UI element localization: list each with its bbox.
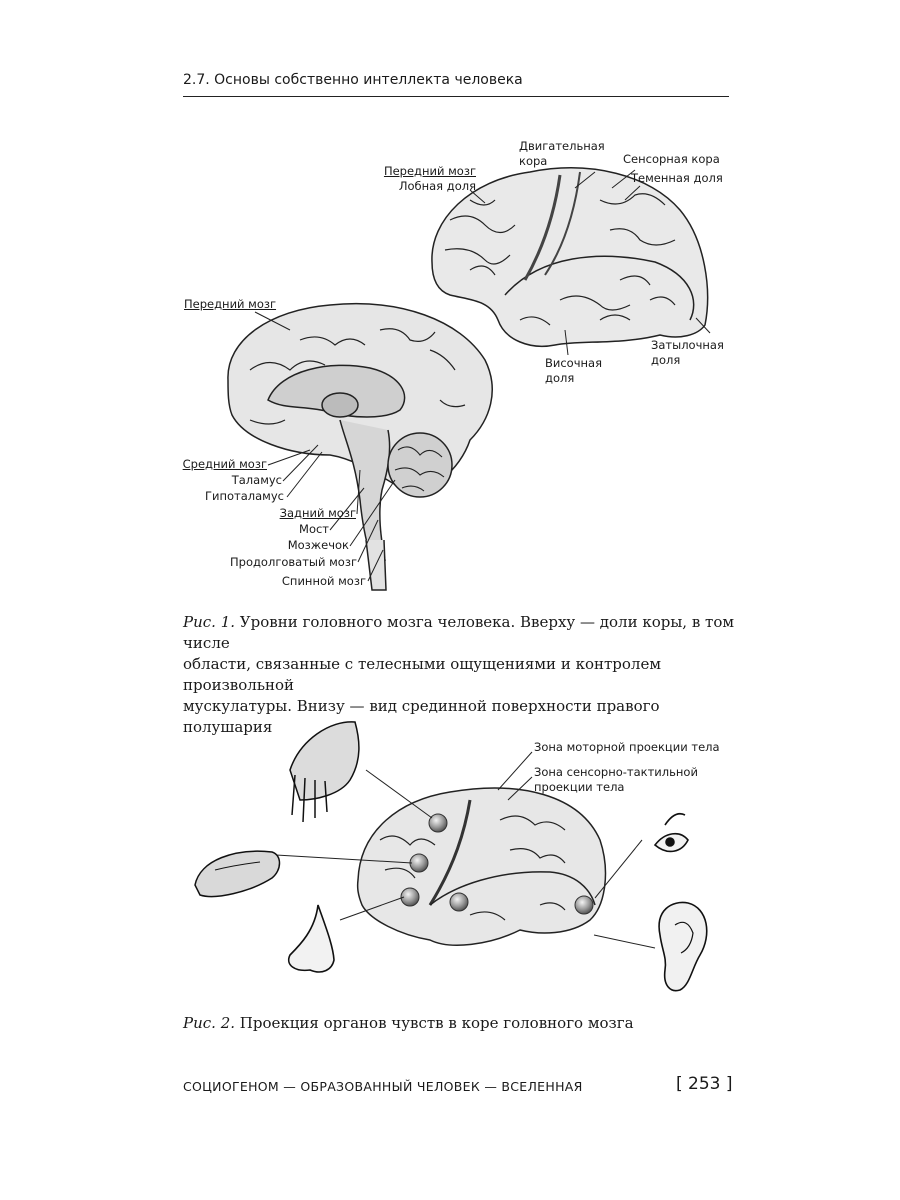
label-medulla: Продолговатый мозг <box>230 555 357 569</box>
nose-icon <box>289 905 334 972</box>
label-midbrain: Средний мозг <box>182 457 267 471</box>
label-frontal-lobe: Лобная доля <box>398 179 476 193</box>
label-hindbrain: Задний мозг <box>279 506 356 520</box>
figure1-caption-prefix: Рис. 1. <box>183 613 236 631</box>
label-cerebellum: Мозжечок <box>287 538 349 552</box>
label-sensory-projection-zone-2: проекции тела <box>534 780 625 794</box>
tongue-icon <box>195 851 280 896</box>
figure1-caption-line2: области, связанные с телесными ощущениями и контролем произвольной <box>183 655 661 694</box>
label-sensory-projection-zone-1: Зона сенсорно-тактильной <box>534 765 698 779</box>
label-motor-cortex-2: кора <box>519 154 548 168</box>
label-forebrain-bottom: Передний мозг <box>184 297 277 311</box>
label-temporal-lobe-1: Височная <box>545 356 603 370</box>
eye-icon <box>655 814 688 852</box>
label-temporal-lobe-2: доля <box>545 371 575 385</box>
label-motor-projection-zone: Зона моторной проекции тела <box>534 740 720 754</box>
figure2-caption-text: Проекция органов чувств в коре головного мозга <box>235 1014 634 1032</box>
figure1-caption-line1: Уровни головного мозга человека. Вверху — доли коры, в том числе <box>183 613 735 652</box>
figure2-caption <box>183 1013 743 1034</box>
projection-brain-drawing <box>358 788 606 945</box>
running-footer: СОЦИОГЕНОМ — ОБРАЗОВАННЫЙ ЧЕЛОВЕК — ВСЕЛЕННАЯ <box>183 1079 583 1094</box>
label-hypothalamus: Гипоталамус <box>205 489 284 503</box>
running-header-title: 2.7. Основы собственно интеллекта человека <box>183 72 523 88</box>
figure2-caption-prefix: Рис. 2. <box>183 1014 236 1032</box>
label-motor-cortex-1: Двигательная <box>519 139 605 153</box>
lateral-brain-drawing <box>432 168 708 346</box>
figure1-caption-line3: мускулатуры. Внизу — вид срединной поверхности правого полушария <box>183 697 660 736</box>
ear-icon <box>659 902 707 990</box>
figure1-caption <box>183 612 743 738</box>
label-parietal-lobe: Теменная доля <box>631 171 723 185</box>
label-occipital-lobe-2: доля <box>651 353 681 367</box>
label-thalamus: Таламус <box>231 473 282 487</box>
label-pons: Мост <box>299 522 329 536</box>
label-spinal-cord: Спинной мозг <box>281 574 366 588</box>
label-occipital-lobe-1: Затылочная <box>651 338 724 352</box>
label-sensory-cortex: Сенсорная кора <box>623 152 720 166</box>
page-number: [ 253 ] <box>676 1074 733 1094</box>
label-forebrain-top: Передний мозг <box>383 164 476 178</box>
